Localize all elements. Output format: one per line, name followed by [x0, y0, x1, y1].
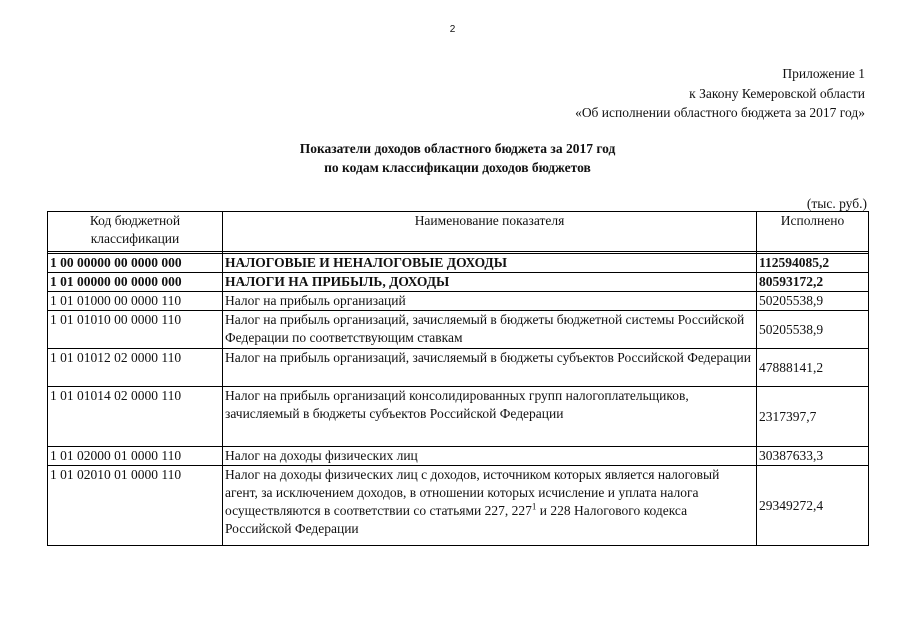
row-value: 112594085,2	[757, 254, 869, 273]
row-name: Налог на прибыль организаций, зачисляемый в бюджеты субъектов Российской Федерации	[223, 349, 757, 387]
table-row	[48, 447, 869, 466]
row-name: Налог на прибыль организаций консолидированных групп налогоплательщиков, зачисляемый в бюджеты субъектов Российской Федерации	[223, 387, 757, 447]
row-code: 1 01 02010 01 0000 110	[48, 466, 223, 546]
table-row	[48, 387, 869, 447]
row-code: 1 01 01010 00 0000 110	[48, 311, 223, 349]
row-code: 1 01 00000 00 0000 000	[48, 273, 223, 292]
revenue-table	[47, 211, 869, 546]
table-row	[48, 349, 869, 387]
title-line-1: Показатели доходов областного бюджета за 2017 год	[299, 141, 616, 156]
appendix-line-2: к Закону Кемеровской области	[689, 85, 865, 101]
row-value: 80593172,2	[757, 273, 869, 292]
document-title	[0, 139, 905, 177]
row-code: 1 01 01014 02 0000 110	[48, 387, 223, 447]
units-label: (тыс. руб.)	[806, 196, 867, 211]
header-code: Код бюджетной классификации	[48, 212, 223, 252]
title-line-2: по кодам классификации доходов бюджетов	[324, 160, 591, 175]
table-row	[48, 273, 869, 292]
header-value: Исполнено	[757, 212, 869, 252]
table-header-row	[48, 212, 869, 252]
page-number: 2	[449, 24, 456, 35]
row-code: 1 01 02000 01 0000 110	[48, 447, 223, 466]
row-name	[223, 466, 757, 546]
row-code: 1 00 00000 00 0000 000	[48, 254, 223, 273]
row-name: НАЛОГИ НА ПРИБЫЛЬ, ДОХОДЫ	[223, 273, 757, 292]
row-name-text-cont: и 228 Налогового кодекса Российской Федерации	[225, 503, 688, 536]
table-row	[48, 254, 869, 273]
row-name: Налог на прибыль организаций, зачисляемый в бюджеты бюджетной системы Российской Федерации по соответствующим ставкам	[223, 311, 757, 349]
table-row	[48, 466, 869, 546]
row-value: 50205538,9	[757, 292, 869, 311]
row-code: 1 01 01000 00 0000 110	[48, 292, 223, 311]
appendix-line-3: «Об исполнении областного бюджета за 2017 год»	[575, 105, 865, 120]
row-value: 50205538,9	[757, 311, 869, 349]
row-code: 1 01 01012 02 0000 110	[48, 349, 223, 387]
row-name: НАЛОГОВЫЕ И НЕНАЛОГОВЫЕ ДОХОДЫ	[223, 254, 757, 273]
header-name: Наименование показателя	[223, 212, 757, 252]
row-name-text: Налог на доходы физических лиц с доходов, источником которых является налоговый агент, за исключением доходов, в отношении которых исчисление и уплата налога осуществляются в соответствии со статьями 227, 227	[225, 467, 720, 518]
appendix-block	[425, 64, 865, 123]
superscript-mark: 1	[531, 501, 537, 512]
appendix-line-1: Приложение 1	[782, 66, 865, 81]
row-value: 2317397,7	[757, 387, 869, 447]
table-row	[48, 292, 869, 311]
row-value: 47888141,2	[757, 349, 869, 387]
row-value: 29349272,4	[757, 466, 869, 546]
row-value: 30387633,3	[757, 447, 869, 466]
row-name: Налог на прибыль организаций	[223, 292, 757, 311]
row-name: Налог на доходы физических лиц	[223, 447, 757, 466]
table-row	[48, 311, 869, 349]
